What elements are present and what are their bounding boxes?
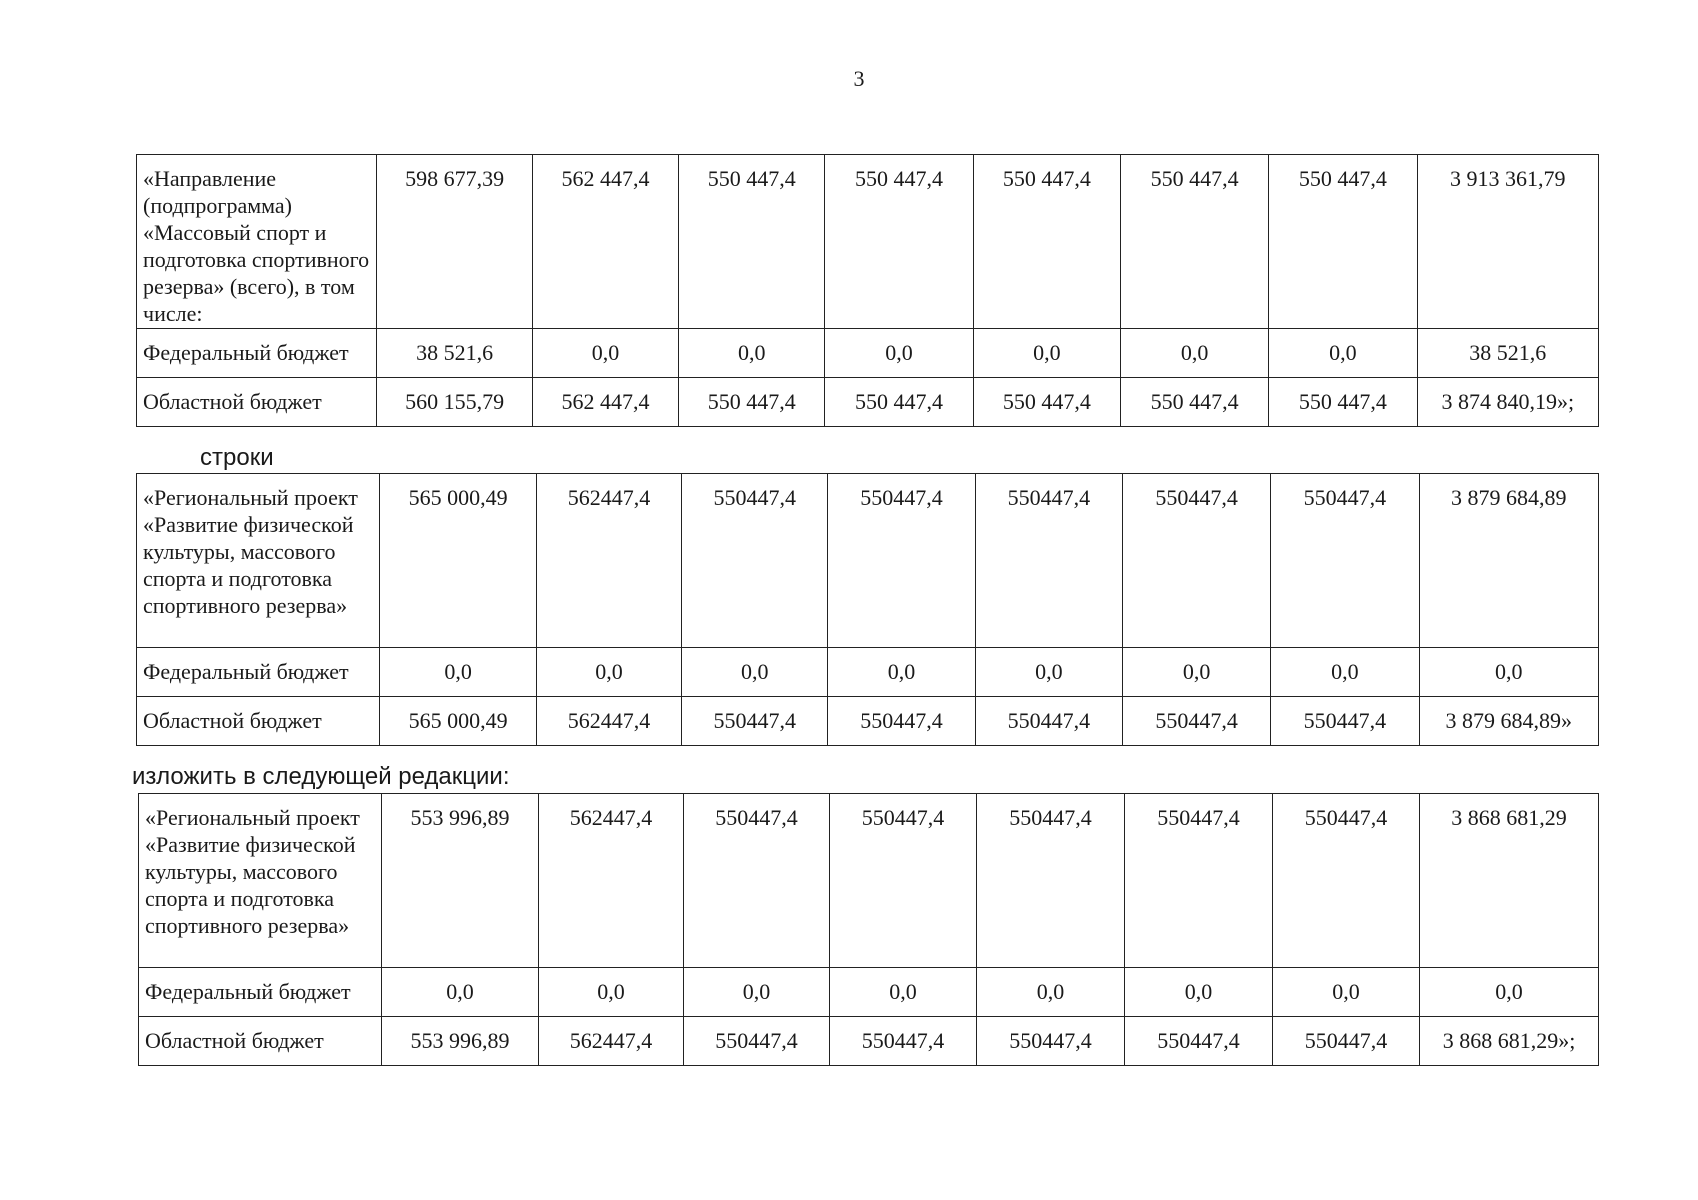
value-cell: 550 447,4	[1269, 155, 1417, 329]
table-row	[137, 474, 1599, 648]
value-cell: 550447,4	[1125, 794, 1273, 968]
value-cell: 562 447,4	[532, 155, 678, 329]
value-cell: 550 447,4	[825, 378, 973, 427]
budget-table-new-regional-project	[138, 793, 1599, 1066]
value-cell: 0,0	[1122, 648, 1270, 697]
value-cell: 3 879 684,89»	[1419, 697, 1598, 746]
value-cell: 550447,4	[1271, 474, 1419, 648]
value-cell: 550447,4	[684, 1017, 830, 1066]
value-cell: 550 447,4	[973, 155, 1120, 329]
value-cell: 550 447,4	[1269, 378, 1417, 427]
value-cell: 0,0	[825, 329, 973, 378]
value-cell: 565 000,49	[380, 474, 536, 648]
value-cell: 550447,4	[977, 1017, 1125, 1066]
value-cell: 550 447,4	[1120, 155, 1268, 329]
value-cell: 550447,4	[975, 474, 1122, 648]
value-cell: 38 521,6	[1417, 329, 1598, 378]
value-cell: 550447,4	[1122, 697, 1270, 746]
row-label-cell: Областной бюджет	[139, 1017, 382, 1066]
value-cell: 0,0	[532, 329, 678, 378]
value-cell: 550 447,4	[1120, 378, 1268, 427]
value-cell: 3 868 681,29	[1420, 794, 1599, 968]
value-cell: 0,0	[382, 968, 539, 1017]
value-cell: 0,0	[1420, 968, 1599, 1017]
value-cell: 550447,4	[1122, 474, 1270, 648]
value-cell: 0,0	[975, 648, 1122, 697]
table-row	[139, 794, 1599, 968]
table-row	[139, 968, 1599, 1017]
value-cell: 0,0	[973, 329, 1120, 378]
table-row	[137, 648, 1599, 697]
value-cell: 0,0	[1271, 648, 1419, 697]
connector-text-rows: строки	[200, 444, 274, 471]
value-cell: 550447,4	[1125, 1017, 1273, 1066]
row-label-cell: Федеральный бюджет	[137, 329, 377, 378]
value-cell: 0,0	[536, 648, 681, 697]
value-cell: 0,0	[684, 968, 830, 1017]
value-cell: 562447,4	[539, 1017, 684, 1066]
value-cell: 565 000,49	[380, 697, 536, 746]
row-label-cell: Областной бюджет	[137, 697, 380, 746]
value-cell: 550 447,4	[679, 378, 825, 427]
table-row	[137, 155, 1599, 329]
value-cell: 550 447,4	[825, 155, 973, 329]
value-cell: 550447,4	[830, 1017, 977, 1066]
value-cell: 550447,4	[682, 474, 828, 648]
value-cell: 550447,4	[975, 697, 1122, 746]
value-cell: 550447,4	[1271, 697, 1419, 746]
value-cell: 562447,4	[536, 697, 681, 746]
value-cell: 562447,4	[536, 474, 681, 648]
value-cell: 0,0	[828, 648, 975, 697]
value-cell: 553 996,89	[382, 1017, 539, 1066]
row-label-cell: «Направление (подпрограмма) «Массовый спорт и подготовка спортивного резерва» (всего), в том числе:	[137, 155, 377, 329]
value-cell: 0,0	[1269, 329, 1417, 378]
value-cell: 3 874 840,19»;	[1417, 378, 1598, 427]
connector-text-new-edition: изложить в следующей редакции:	[132, 763, 510, 790]
value-cell: 0,0	[380, 648, 536, 697]
value-cell: 550447,4	[828, 697, 975, 746]
value-cell: 3 868 681,29»;	[1420, 1017, 1599, 1066]
value-cell: 562447,4	[539, 794, 684, 968]
value-cell: 0,0	[679, 329, 825, 378]
value-cell: 0,0	[977, 968, 1125, 1017]
table-row	[137, 329, 1599, 378]
row-label-cell: Областной бюджет	[137, 378, 377, 427]
value-cell: 560 155,79	[377, 378, 532, 427]
value-cell: 3 913 361,79	[1417, 155, 1598, 329]
value-cell: 550447,4	[830, 794, 977, 968]
page-number: 3	[853, 66, 865, 91]
value-cell: 0,0	[1125, 968, 1273, 1017]
table-row	[137, 378, 1599, 427]
value-cell: 0,0	[830, 968, 977, 1017]
value-cell: 38 521,6	[377, 329, 532, 378]
budget-table-old-regional-project	[136, 473, 1599, 746]
row-label-cell: Федеральный бюджет	[139, 968, 382, 1017]
value-cell: 562 447,4	[532, 378, 678, 427]
value-cell: 550447,4	[977, 794, 1125, 968]
row-label-cell: «Региональный проект «Развитие физической культуры, массового спорта и подготовка спортивного резерва»	[139, 794, 382, 968]
value-cell: 550447,4	[682, 697, 828, 746]
value-cell: 550 447,4	[973, 378, 1120, 427]
value-cell: 550447,4	[684, 794, 830, 968]
value-cell: 550447,4	[1273, 794, 1420, 968]
value-cell: 553 996,89	[382, 794, 539, 968]
table-row	[137, 697, 1599, 746]
row-label-cell: «Региональный проект «Развитие физической культуры, массового спорта и подготовка спортивного резерва»	[137, 474, 380, 648]
value-cell: 0,0	[1419, 648, 1598, 697]
value-cell: 550 447,4	[679, 155, 825, 329]
value-cell: 550447,4	[828, 474, 975, 648]
value-cell: 0,0	[1273, 968, 1420, 1017]
value-cell: 3 879 684,89	[1419, 474, 1598, 648]
value-cell: 598 677,39	[377, 155, 532, 329]
value-cell: 0,0	[539, 968, 684, 1017]
table-row	[139, 1017, 1599, 1066]
row-label-cell: Федеральный бюджет	[137, 648, 380, 697]
value-cell: 0,0	[682, 648, 828, 697]
value-cell: 0,0	[1120, 329, 1268, 378]
budget-table-old-direction	[136, 154, 1599, 427]
value-cell: 550447,4	[1273, 1017, 1420, 1066]
